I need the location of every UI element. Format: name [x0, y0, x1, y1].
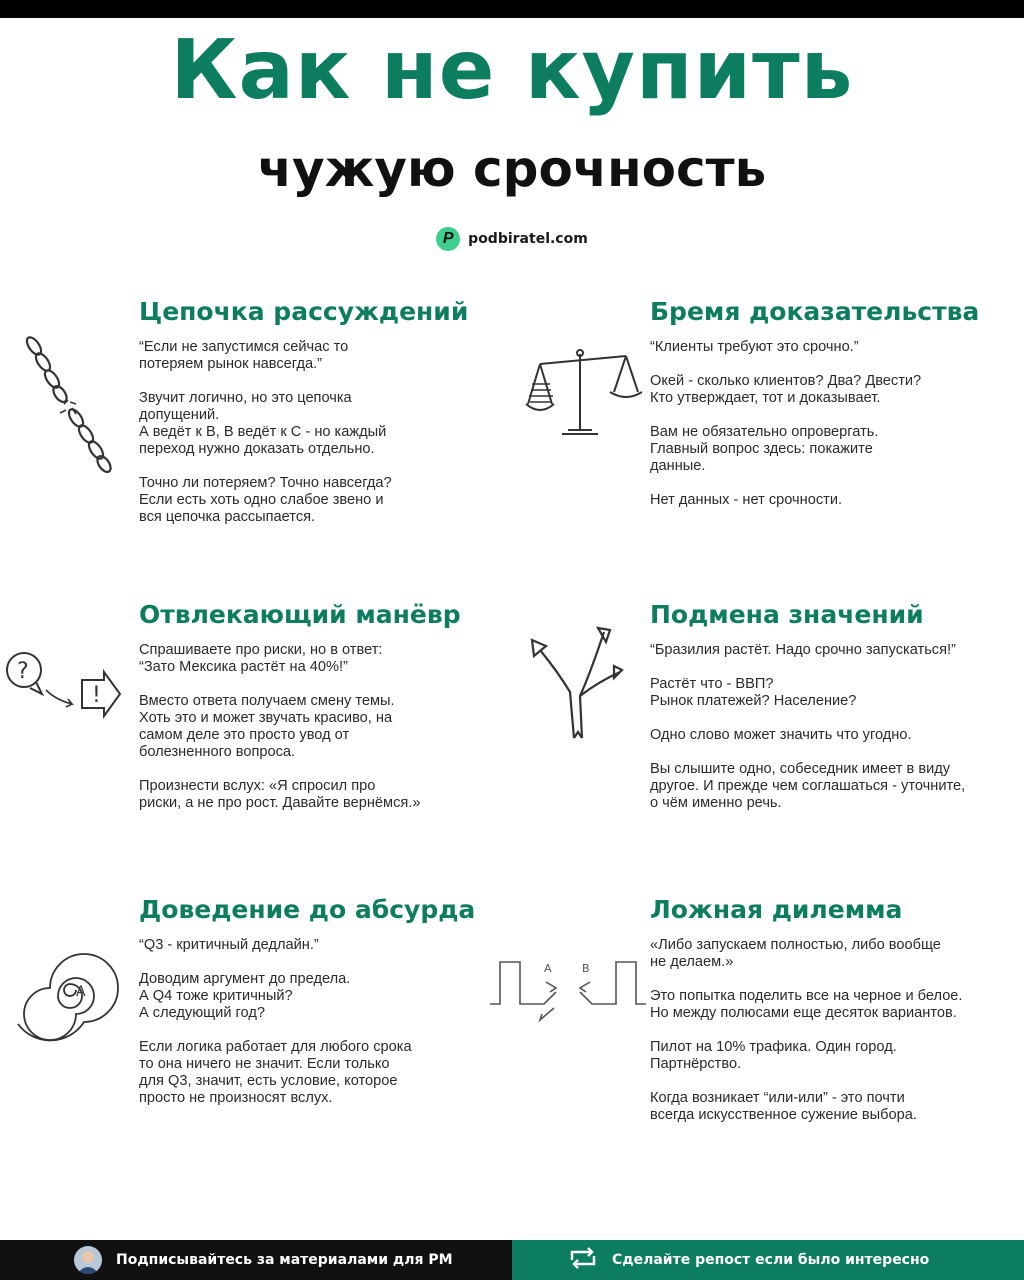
- repost-text: Сделайте репост если было интересно: [612, 1252, 930, 1268]
- section-title: Бремя доказательства: [650, 297, 980, 326]
- path-label-a: A: [544, 962, 552, 975]
- section-title: Отвлекающий манёвр: [139, 600, 461, 629]
- paragraph: “Если не запустимся сейчас то потеряем рынок навсегда.”: [139, 339, 349, 373]
- paragraph: Растёт что - ВВП? Рынок платежей? Население?: [650, 676, 857, 710]
- section-title: Цепочка рассуждений: [139, 297, 469, 326]
- repost-icon: [566, 1246, 600, 1275]
- paragraph: “Q3 - критичный дедлайн.”: [139, 937, 319, 954]
- balance-scale-icon: [522, 346, 642, 446]
- section-false-dilemma: [650, 894, 1010, 1141]
- brand[interactable]: [0, 227, 1024, 251]
- paragraph: Если логика работает для любого срока то она ничего не значит. Если только для Q3, значит, есть условие, которое просто не произносят вслух.: [139, 1039, 412, 1107]
- section-reductio-ad-absurdum: [139, 894, 499, 1124]
- section-meaning-substitution: [650, 599, 1010, 829]
- author-avatar: [74, 1246, 102, 1274]
- brand-name[interactable]: podbiratel.com: [468, 231, 588, 247]
- a-b-paths-icon: [490, 956, 646, 1031]
- paragraph: Когда возникает “или-или” - это почти всегда искусственное сужение выбора.: [650, 1090, 917, 1124]
- top-bar: [0, 0, 1024, 18]
- paragraph: Вам не обязательно опровергать. Главный вопрос здесь: покажите данные.: [650, 424, 879, 475]
- footer: [0, 1240, 1024, 1280]
- page-subtitle: чужую срочность: [257, 140, 767, 198]
- paragraph: “Бразилия растёт. Надо срочно запускаться!”: [650, 642, 956, 659]
- paragraph: Вместо ответа получаем смену темы. Хоть это и может звучать красиво, на самом деле это просто увод от болезненного вопроса.: [139, 693, 395, 761]
- paragraph: Доводим аргумент до предела. А Q4 тоже критичный? А следующий год?: [139, 971, 351, 1022]
- section-title: Ложная дилемма: [650, 895, 903, 924]
- spiral-icon: [14, 946, 124, 1047]
- paragraph: Пилот на 10% трафика. Один город. Партнёрство.: [650, 1039, 897, 1073]
- paragraph: Вы слышите одно, собеседник имеет в виду другое. И прежде чем соглашаться - уточните, о чём именно речь.: [650, 761, 966, 812]
- paragraph: «Либо запускаем полностью, либо вообще не делаем.»: [650, 937, 941, 971]
- page-title: Как не купить: [170, 23, 854, 118]
- question-to-exclamation-icon: [4, 650, 124, 725]
- section-red-herring: [139, 599, 499, 829]
- subscribe-banner[interactable]: [0, 1240, 512, 1280]
- svg-text:A: A: [76, 984, 86, 1000]
- section-body: [650, 642, 1010, 812]
- section-title: Подмена значений: [650, 600, 924, 629]
- section-body: [139, 339, 499, 526]
- paragraph: Нет данных - нет срочности.: [650, 492, 843, 509]
- svg-text:?: ?: [17, 659, 29, 684]
- section-body: [139, 642, 499, 812]
- paragraph: Окей - сколько клиентов? Два? Двести? Кто утверждает, тот и доказывает.: [650, 373, 922, 407]
- section-reasoning-chain: [139, 296, 499, 543]
- broken-chain-icon: [18, 332, 118, 482]
- section-body: [139, 937, 499, 1107]
- paragraph: Произнести вслух: «Я спросил про риски, а не про рост. Давайте вернёмся.»: [139, 778, 421, 812]
- section-burden-of-proof: [650, 296, 1010, 526]
- brand-logo-icon: P: [436, 227, 460, 251]
- paragraph: Это попытка поделить все на черное и белое. Но между полюсами еще десяток вариантов.: [650, 988, 963, 1022]
- path-label-b: B: [582, 962, 590, 975]
- section-body: [650, 339, 1010, 509]
- repost-banner[interactable]: [512, 1240, 1024, 1280]
- paragraph: Одно слово может значить что угодно.: [650, 727, 912, 744]
- section-body: [650, 937, 1010, 1124]
- subscribe-text: Подписывайтесь за материалами для PM: [116, 1252, 453, 1268]
- paragraph: Звучит логично, но это цепочка допущений. А ведёт к В, В ведёт к С - но каждый переход нужно доказать отдельно.: [139, 390, 387, 458]
- paragraph: Спрашиваете про риски, но в ответ: “Зато Мексика растёт на 40%!”: [139, 642, 383, 676]
- section-title: Доведение до абсурда: [139, 895, 476, 924]
- paragraph: Точно ли потеряем? Точно навсегда? Если есть хоть одно слабое звено и вся цепочка рассыпается.: [139, 475, 392, 526]
- paragraph: “Клиенты требуют это срочно.”: [650, 339, 859, 356]
- svg-text:!: !: [92, 683, 101, 708]
- branching-arrows-icon: [528, 622, 624, 747]
